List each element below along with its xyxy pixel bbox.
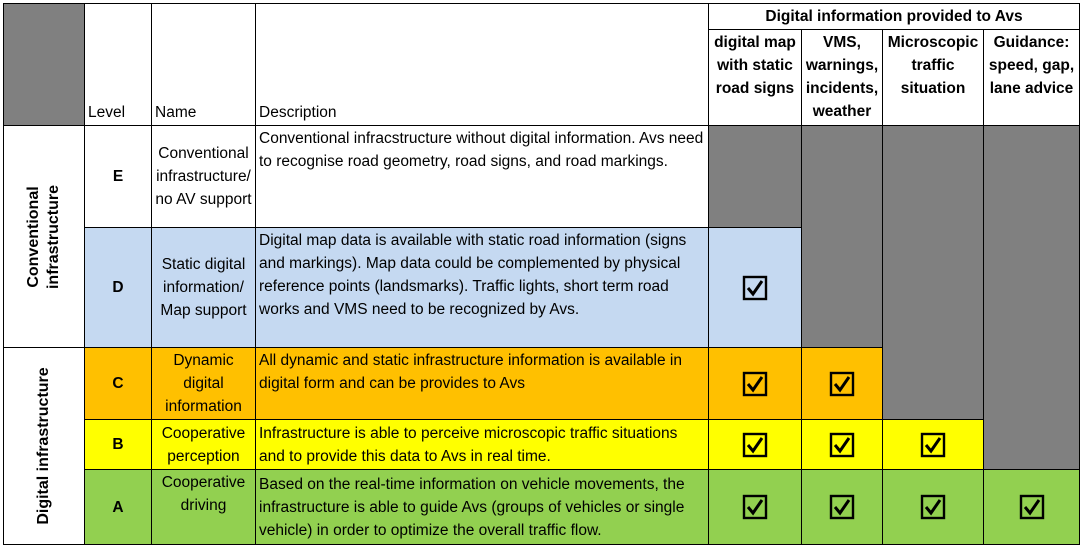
vms-empty-block <box>802 126 883 348</box>
row-b-check-map <box>709 420 802 470</box>
row-e-map-empty <box>709 126 802 228</box>
row-c-check-vms <box>802 348 883 420</box>
checkbox-checked-icon <box>920 494 946 520</box>
row-d-level: D <box>85 228 152 348</box>
row-b-check-microscopic <box>883 420 984 470</box>
header-name: Name <box>152 4 256 126</box>
header-description: Description <box>256 4 709 126</box>
guidance-empty-block <box>984 126 1080 470</box>
row-d-check-map <box>709 228 802 348</box>
row-a-check-microscopic <box>883 470 984 545</box>
row-a-check-guidance <box>984 470 1080 545</box>
header-digital-info-group: Digital information provided to Avs <box>709 4 1080 30</box>
checkbox-checked-icon <box>829 432 855 458</box>
checkbox-checked-icon <box>1019 494 1045 520</box>
row-a-name: Cooperative driving <box>152 470 256 545</box>
row-a-check-vms <box>802 470 883 545</box>
group-digital-label: Digital infrastructure <box>35 367 52 525</box>
checkbox-checked-icon <box>742 275 768 301</box>
header-col-vms: VMS, warnings, incidents, weather <box>802 30 883 126</box>
row-a-level: A <box>85 470 152 545</box>
checkbox-checked-icon <box>920 432 946 458</box>
infrastructure-levels-table <box>3 3 1080 545</box>
row-b-check-vms <box>802 420 883 470</box>
row-c-level: C <box>85 348 152 420</box>
header-col-microscopic: Microscopic traffic situation <box>883 30 984 126</box>
row-c-check-map <box>709 348 802 420</box>
row-a-description: Based on the real-time information on vehicle movements, the infrastructure is able to guide Avs (groups of vehicles or single vehicle) in order to optimize the overall traffic flow. <box>256 470 709 545</box>
row-b-name: Cooperative perception <box>152 420 256 470</box>
row-d-name: Static digital information/ Map support <box>152 228 256 348</box>
checkbox-checked-icon <box>742 494 768 520</box>
header-col-guidance: Guidance: speed, gap, lane advice <box>984 30 1080 126</box>
corner-cell <box>4 4 85 126</box>
row-b-level: B <box>85 420 152 470</box>
header-level: Level <box>85 4 152 126</box>
group-digital <box>4 348 85 545</box>
checkbox-checked-icon <box>742 432 768 458</box>
header-col-digital-map: digital map with static road signs <box>709 30 802 126</box>
group-conventional-label: Conventional infrastructure <box>25 184 62 289</box>
checkbox-checked-icon <box>829 494 855 520</box>
row-e-description: Conventional infracstructure without digital information. Avs need to recognise road geometry, road signs, and road markings. <box>256 126 709 228</box>
row-a-check-map <box>709 470 802 545</box>
row-c-name: Dynamic digital information <box>152 348 256 420</box>
row-d-description: Digital map data is available with static road information (signs and markings). Map data could be complemented by physical reference points (landsmarks). Traffic lights, short term road works and VMS need to be recognized by Avs. <box>256 228 709 348</box>
row-b-description: Infrastructure is able to perceive microscopic traffic situations and to provide this data to Avs in real time. <box>256 420 709 470</box>
checkbox-checked-icon <box>829 371 855 397</box>
row-e-level: E <box>85 126 152 228</box>
checkbox-checked-icon <box>742 371 768 397</box>
row-e-name: Conventional infrastructure/ no AV support <box>152 126 256 228</box>
row-c-description: All dynamic and static infrastructure information is available in digital form and can be provides to Avs <box>256 348 709 420</box>
microscopic-empty-block <box>883 126 984 420</box>
group-conventional <box>4 126 85 348</box>
